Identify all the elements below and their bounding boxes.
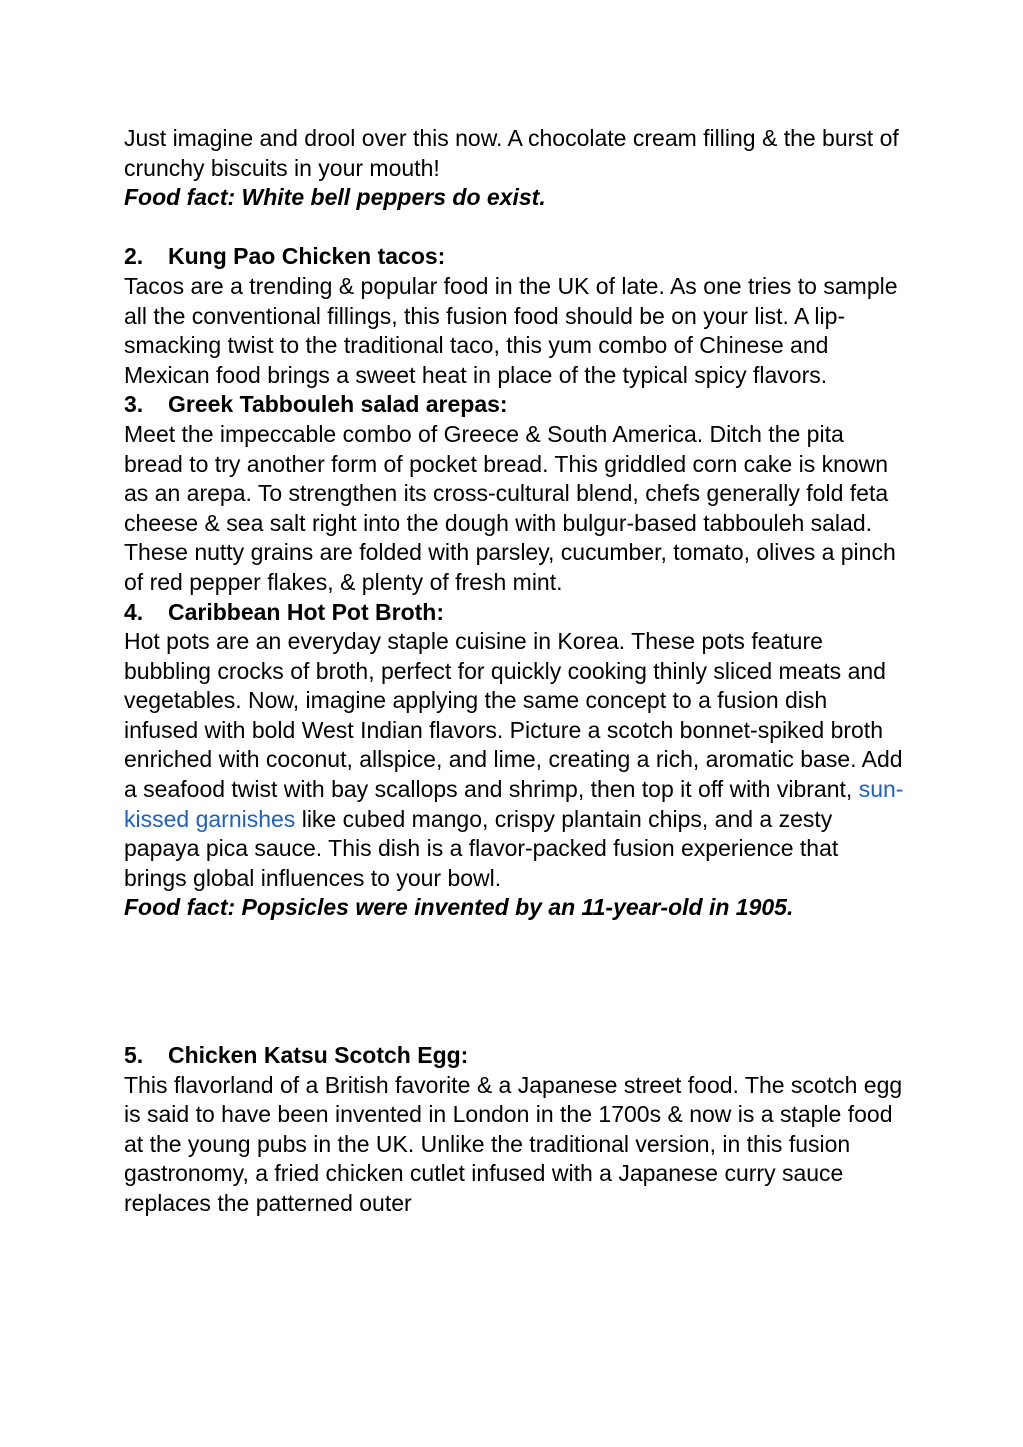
document-page <box>124 124 904 1219</box>
section-body-tabbouleh: Meet the impeccable combo of Greece & South America. Ditch the pita bread to try another form of pocket bread. This griddled corn cake is known as an arepa. To strengthen its cross-cultural blend, chefs generally fold feta cheese & sea salt right into the dough with bulgur-based tabbouleh salad. These nutty grains are folded with parsley, cucumber, tomato, olives a pinch of red pepper flakes, & plenty of fresh mint. <box>124 420 896 595</box>
spacer <box>124 923 904 1041</box>
section-title: Greek Tabbouleh salad arepas: <box>168 391 508 418</box>
spacer <box>124 213 904 243</box>
section-title: Caribbean Hot Pot Broth: <box>168 598 444 625</box>
section-title: Kung Pao Chicken tacos: <box>168 243 446 270</box>
section-heading-kung-pao <box>124 242 904 272</box>
intro-paragraph: Just imagine and drool over this now. A chocolate cream filling & the burst of crunchy biscuits in your mouth! <box>124 125 899 181</box>
food-fact-peppers: Food fact: White bell peppers do exist. <box>124 184 546 211</box>
section-body-katsu: This flavorland of a British favorite & a Japanese street food. The scotch egg is said to have been invented in London in the 1700s & now is a staple food at the young pubs in the UK. Unlike the traditional version, in this fusion gastronomy, a fried chicken cutlet infused with a Japanese curry sauce replaces the patterned outer <box>124 1071 903 1216</box>
section-heading-katsu <box>124 1041 904 1071</box>
food-fact-popsicles: Food fact: Popsicles were invented by an 11-year-old in 1905. <box>124 894 794 921</box>
section-number: 2. <box>124 243 144 270</box>
body-text-after-link: like cubed mango, crispy plantain chips, and a zesty papaya pica sauce. This dish is a flavor-packed fusion experience that brings global influences to your bowl. <box>124 805 839 891</box>
section-heading-tabbouleh <box>124 390 904 420</box>
section-number: 3. <box>124 391 144 418</box>
section-body-hot-pot <box>124 627 904 893</box>
sun-kissed-garnishes-link[interactable]: sun-kissed garnishes <box>124 776 904 832</box>
section-body-kung-pao: Tacos are a trending & popular food in the UK of late. As one tries to sample all the conventional fillings, this fusion food should be on your list. A lip-smacking twist to the traditional taco, this yum combo of Chinese and Mexican food brings a sweet heat in place of the typical spicy flavors. <box>124 272 898 388</box>
section-heading-hot-pot <box>124 598 904 628</box>
section-number: 4. <box>124 598 144 625</box>
body-text-before-link: Hot pots are an everyday staple cuisine in Korea. These pots feature bubbling crocks of broth, perfect for quickly cooking thinly sliced meats and vegetables. Now, imagine applying the same concept to a fusion dish infused with bold West Indian flavors. Picture a scotch bonnet-spiked broth enriched with coconut, allspice, and lime, creating a rich, aromatic base. Add a seafood twist with bay scallops and shrimp, then top it off with vibrant, <box>124 628 903 803</box>
section-number: 5. <box>124 1042 144 1069</box>
section-title: Chicken Katsu Scotch Egg: <box>168 1042 469 1069</box>
